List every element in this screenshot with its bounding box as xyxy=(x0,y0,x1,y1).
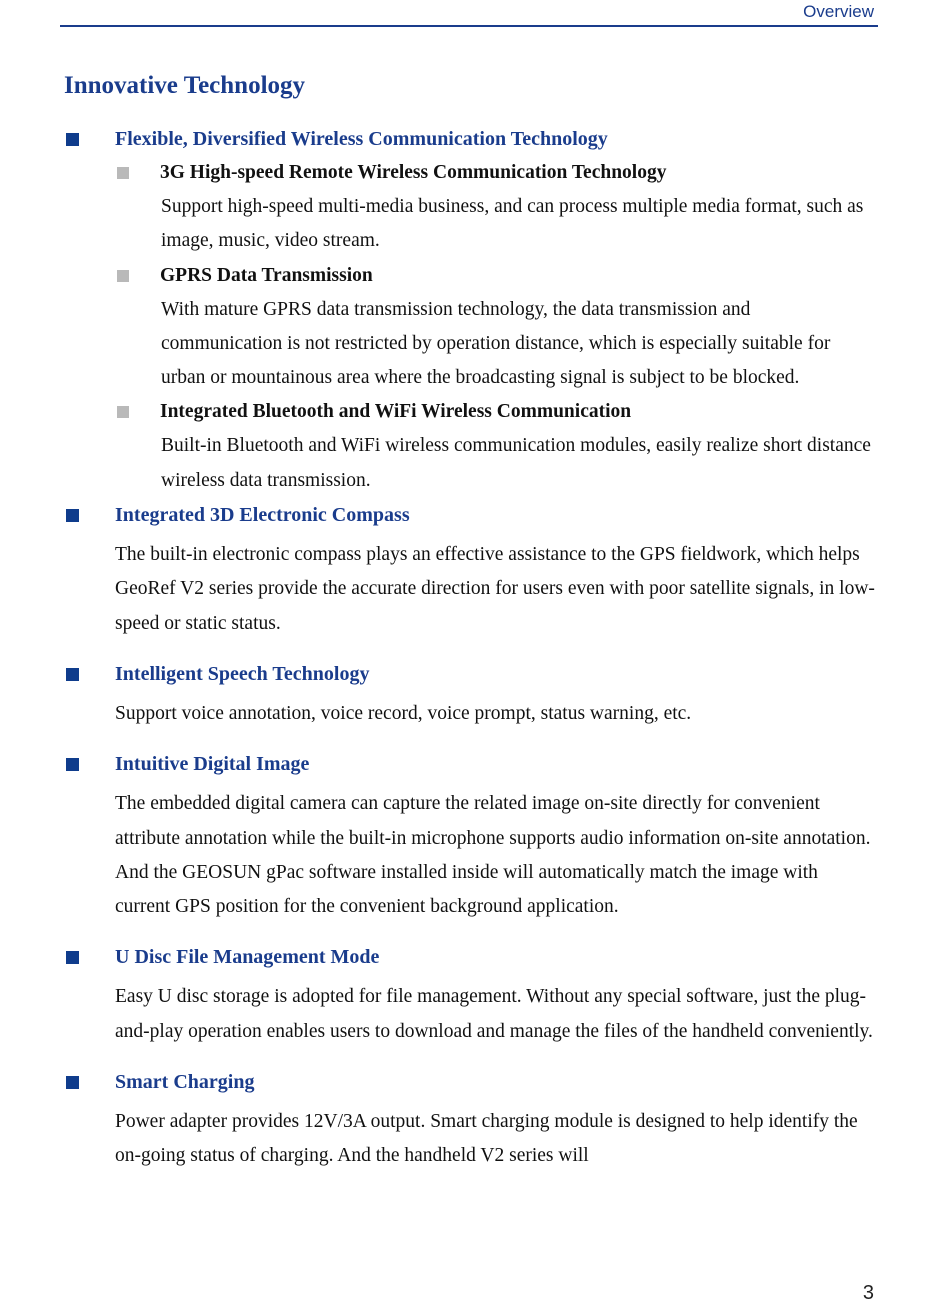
subsection-bullet-icon xyxy=(117,406,129,418)
subsection-3g xyxy=(115,156,876,259)
subsection-body: Built-in Bluetooth and WiFi wireless communication modules, easily realize short distance wireless data transmission. xyxy=(161,435,871,491)
subsection-title: Integrated Bluetooth and WiFi Wireless Communication xyxy=(160,401,632,423)
section-title: Flexible, Diversified Wireless Communication Technology xyxy=(115,128,608,150)
section-body: The embedded digital camera can capture the related image on-site directly for convenient attribute annotation while the built-in microphone supports audio information on-site annotation. And the GEOSUN gPac software installed inside will automatically match the image with current GPS position for the convenient background application. xyxy=(115,793,871,918)
section-body: Support voice annotation, voice record, voice prompt, status warning, etc. xyxy=(115,702,692,724)
section-body: Power adapter provides 12V/3A output. Smart charging module is designed to help identify the on-going status of charging. And the handheld V2 series will xyxy=(115,1111,858,1167)
subsection-gprs xyxy=(115,259,876,396)
subsection-bullet-icon xyxy=(117,167,129,179)
section-bullet-icon xyxy=(66,758,79,771)
document-body xyxy=(64,122,876,1174)
section-body: Easy U disc storage is adopted for file management. Without any special software, just the plug-and-play operation enables users to download and manage the files of the handheld conveniently. xyxy=(115,986,873,1042)
section-bullet-icon xyxy=(66,133,79,146)
section-body: The built-in electronic compass plays an effective assistance to the GPS fieldwork, which helps GeoRef V2 series provide the accurate direction for users even with poor satellite signals, in low-speed or static status. xyxy=(115,544,875,634)
page-number: 3 xyxy=(862,1282,874,1304)
subsection-title: 3G High-speed Remote Wireless Communication Technology xyxy=(160,162,667,183)
section-digital-image xyxy=(64,747,876,924)
page-title: Innovative Technology xyxy=(64,72,306,99)
subsection-bullet-icon xyxy=(117,270,129,282)
section-compass xyxy=(64,498,876,641)
subsection-body: With mature GPRS data transmission technology, the data transmission and communication is not restricted by operation distance, which is especially suitable for urban or mountainous area where the broadcasting signal is subject to be blocked. xyxy=(161,298,831,389)
header-divider xyxy=(60,25,878,27)
running-header: Overview xyxy=(803,2,874,21)
section-bullet-icon xyxy=(66,509,79,522)
section-smart-charging xyxy=(64,1065,876,1174)
section-title: U Disc File Management Mode xyxy=(115,946,380,969)
section-bullet-icon xyxy=(66,1076,79,1089)
section-title: Intelligent Speech Technology xyxy=(115,662,370,685)
section-title: Smart Charging xyxy=(115,1071,255,1094)
subsection-title: GPRS Data Transmission xyxy=(160,264,373,286)
section-speech xyxy=(64,657,876,731)
subsection-bluetooth-wifi xyxy=(115,395,876,498)
section-u-disc xyxy=(64,940,876,1049)
section-title: Intuitive Digital Image xyxy=(115,753,310,776)
section-bullet-icon xyxy=(66,951,79,964)
section-title: Integrated 3D Electronic Compass xyxy=(115,504,410,527)
section-bullet-icon xyxy=(66,668,79,681)
section-wireless xyxy=(64,122,876,498)
subsection-body: Support high-speed multi-media business, and can process multiple media format, such as image, music, video stream. xyxy=(161,196,864,252)
